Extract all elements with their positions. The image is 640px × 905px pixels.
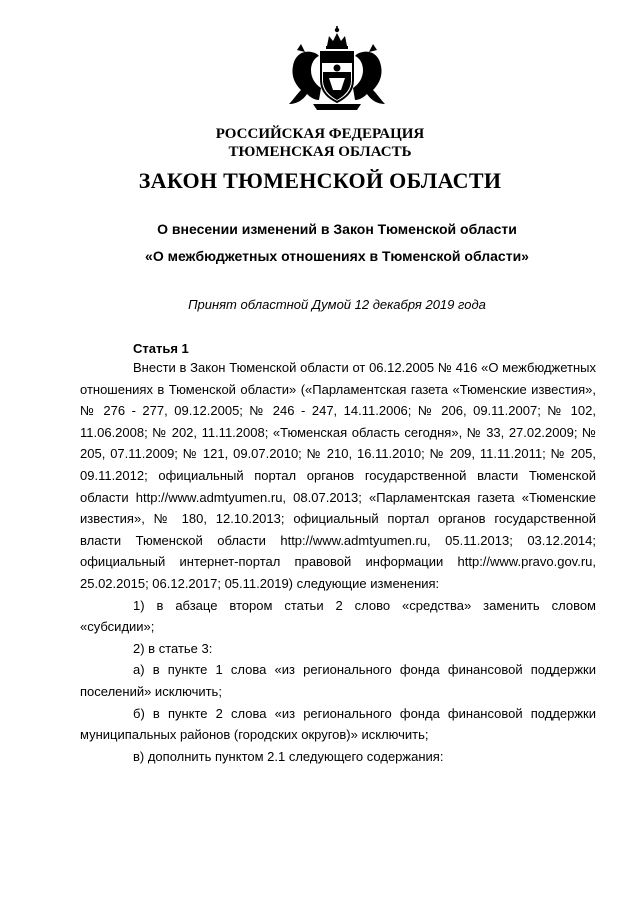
paragraph: в) дополнить пунктом 2.1 следующего содержания:: [133, 748, 444, 764]
adoption-note: Принят областной Думой 12 декабря 2019 года: [188, 297, 486, 312]
document-title-line-2: «О межбюджетных отношениях в Тюменской области»: [145, 248, 529, 264]
country-heading: РОССИЙСКАЯ ФЕДЕРАЦИЯ: [215, 126, 425, 142]
coat-of-arms-emblem: [283, 24, 391, 112]
document-type-heading: ЗАКОН ТЮМЕНСКОЙ ОБЛАСТИ: [138, 168, 502, 193]
paragraph: б) в пункте 2 слова «из регионального фонда финансовой поддержки муниципальных районов (городских округов)» исключить;: [80, 705, 596, 743]
document-title-line-1: О внесении изменений в Закон Тюменской области: [157, 221, 517, 237]
paragraph: Внести в Закон Тюменской области от 06.12.2005 № 416 «О межбюджетных отношениях в Тюменской области» («Парламентская газета «Тюменские известия», № 276 - 277, 09.12.2005; № 246 - 247, 14.11.2006; № 206, 09.11.2007; № 102, 11.06.2008; № 202, 11.11.2008; «Тюменская область сегодня», № 33, 27.02.2009; № 205, 07.11.2009; № 121, 09.07.2010; № 210, 16.11.2010; № 209, 11.11.2011; № 205, 09.11.2012; официальный портал органов государственной власти Тюменской области http://www.admtyumen.ru, 08.07.2013; «Парламентская газета «Тюменские известия», № 180, 12.10.2013; официальный портал органов государственной власти Тюменской области http://www.admtyumen.ru, 05.11.2013; 03.12.2014; официальный интернет-портал правовой информации http://www.pravo.gov.ru, 25.02.2015; 06.12.2017; 05.11.2019) следующие изменения:: [80, 360, 596, 591]
paragraph: 2) в статье 3:: [133, 640, 213, 656]
article-heading: Статья 1: [133, 341, 189, 356]
article-body: [80, 357, 596, 767]
paragraph: 1) в абзаце втором статьи 2 слово «средства» заменить словом «субсидии»;: [80, 597, 596, 635]
paragraph: а) в пункте 1 слова «из регионального фонда финансовой поддержки поселений» исключить;: [80, 662, 596, 699]
region-heading: ТЮМЕНСКАЯ ОБЛАСТЬ: [228, 144, 412, 160]
